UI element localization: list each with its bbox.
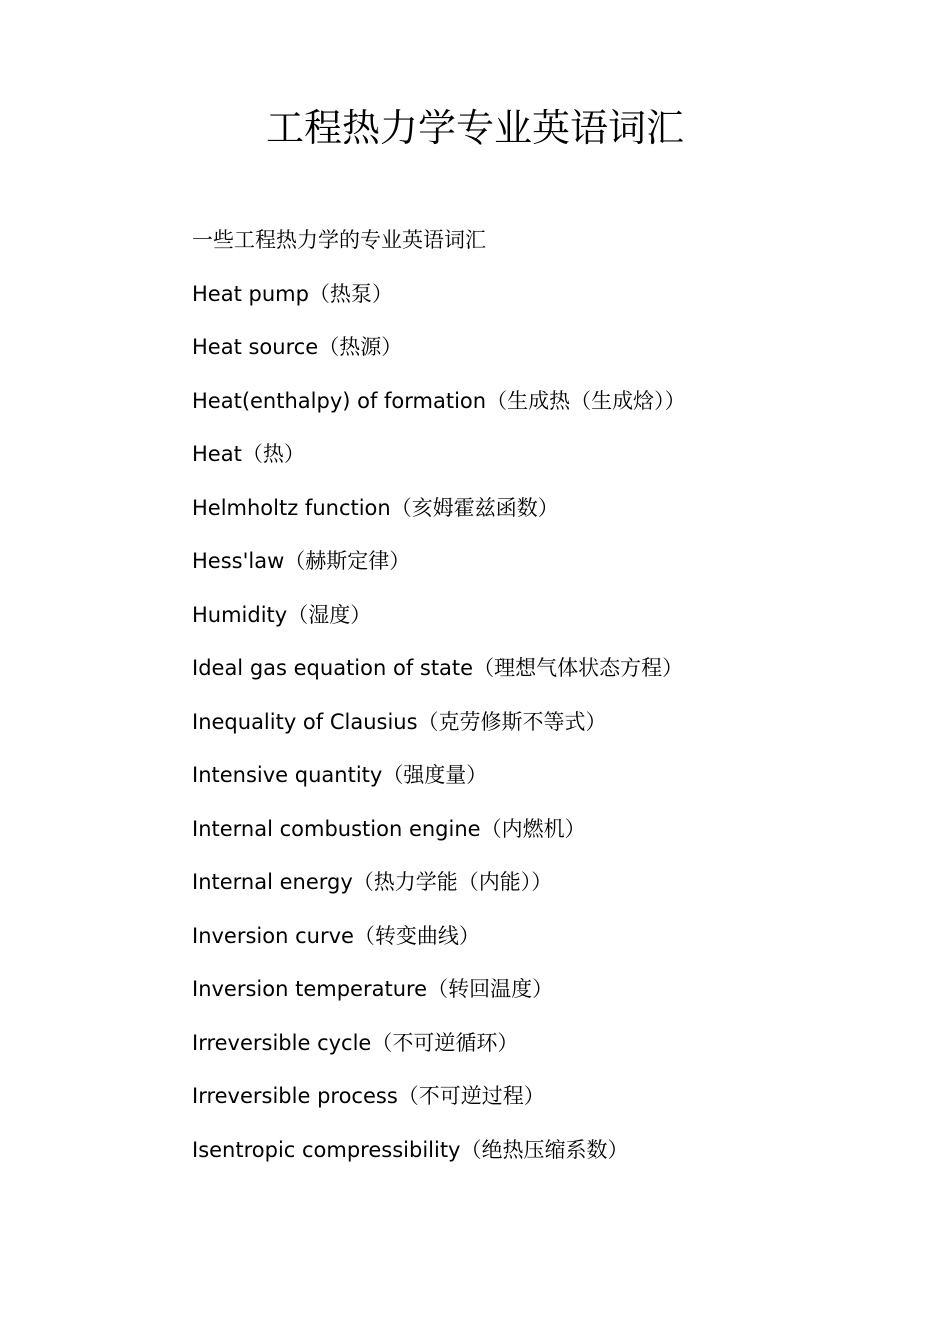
list-item: Intensive quantity（强度量） bbox=[192, 763, 488, 787]
list-item: Heat pump（热泵） bbox=[192, 281, 393, 306]
list-item: Heat(enthalpy) of formation（生成热（生成焓）） bbox=[192, 388, 686, 413]
document-title: 工程热力学专业英语词汇 bbox=[265, 106, 684, 150]
list-item: Inequality of Clausius（克劳修斯不等式） bbox=[192, 709, 607, 734]
list-item: Heat（热） bbox=[192, 442, 305, 466]
list-item: Internal energy（热力学能（内能）） bbox=[192, 870, 553, 894]
list-item: Ideal gas equation of state（理想气体状态方程） bbox=[192, 656, 684, 680]
list-item: Inversion temperature（转回温度） bbox=[192, 977, 554, 1001]
list-item: Irreversible process（不可逆过程） bbox=[192, 1084, 545, 1108]
list-item: Helmholtz function（亥姆霍兹函数） bbox=[192, 495, 559, 520]
list-item: Humidity（湿度） bbox=[192, 602, 372, 627]
list-item: Isentropic compressibility（绝热压缩系数） bbox=[192, 1137, 629, 1162]
list-item: Irreversible cycle（不可逆循环） bbox=[192, 1030, 519, 1055]
list-item: Heat source（热源） bbox=[192, 335, 403, 359]
vocabulary-list bbox=[192, 214, 912, 1177]
list-item: Internal combustion engine（内燃机） bbox=[192, 816, 586, 841]
list-item: Inversion curve（转变曲线） bbox=[192, 923, 480, 948]
list-item: Hess'law（赫斯定律） bbox=[192, 549, 411, 573]
intro-text: 一些工程热力学的专业英语词汇 bbox=[192, 228, 486, 252]
